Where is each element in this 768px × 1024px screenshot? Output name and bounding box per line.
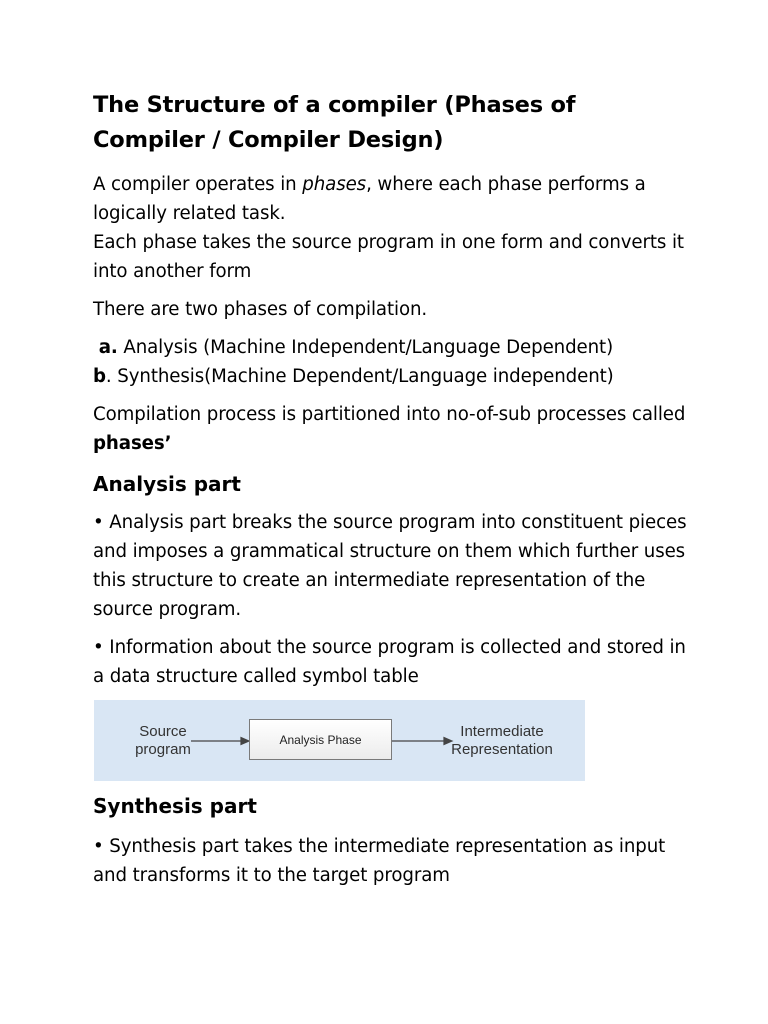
analysis-phase-box: Analysis Phase <box>249 719 392 760</box>
analysis-phase-diagram <box>94 700 585 781</box>
intro-paragraph <box>93 170 693 286</box>
phase-b-item <box>93 366 614 387</box>
phase-b-text: . Synthesis(Machine Dependent/Language independent) <box>105 366 614 387</box>
arrow-head-icon <box>241 738 249 745</box>
phase-a-text: Analysis (Machine Independent/Language Dependent) <box>117 337 614 358</box>
synthesis-heading: Synthesis part <box>93 794 257 818</box>
page-title: The Structure of a compiler (Phases of Compiler / Compiler Design) <box>93 92 576 153</box>
document-body <box>93 88 693 691</box>
intro-text-2: Each phase takes the source program in one form and converts it into another form <box>93 232 684 282</box>
analysis-bullet-1: • Analysis part breaks the source program into constituent pieces and imposes a grammatical structure on them which further uses this structure to create an intermediate representation of the source program. <box>93 512 687 620</box>
phase-list <box>93 333 693 391</box>
document-body-continued <box>93 791 693 890</box>
partition-bold: phases’ <box>93 433 172 454</box>
synthesis-bullet-1: • Synthesis part takes the intermediate representation as input and transforms it to the target program <box>93 836 666 886</box>
phase-a-marker: a. <box>98 337 118 358</box>
diagram-output-line-1: Intermediate <box>460 723 544 740</box>
intro-text: A compiler operates in <box>93 174 303 195</box>
partition-text: Compilation process is partitioned into no-of-sub processes called <box>93 404 686 425</box>
two-phases-text: There are two phases of compilation. <box>93 299 428 320</box>
phase-b-marker: b <box>93 366 106 387</box>
intro-text-rest: , where each phase performs a logically related task. <box>93 174 646 224</box>
intro-italic: phases <box>302 174 367 195</box>
phase-a-item <box>93 337 613 358</box>
diagram-output-label <box>444 723 560 759</box>
diagram-input-line-2: program <box>135 741 191 758</box>
analysis-bullet-2: • Information about the source program is collected and stored in a data structure called symbol table <box>93 637 686 687</box>
diagram-input-line-1: Source <box>139 723 187 740</box>
partition-paragraph <box>93 400 693 458</box>
analysis-heading: Analysis part <box>93 472 241 496</box>
diagram-output-line-2: Representation <box>451 741 553 758</box>
